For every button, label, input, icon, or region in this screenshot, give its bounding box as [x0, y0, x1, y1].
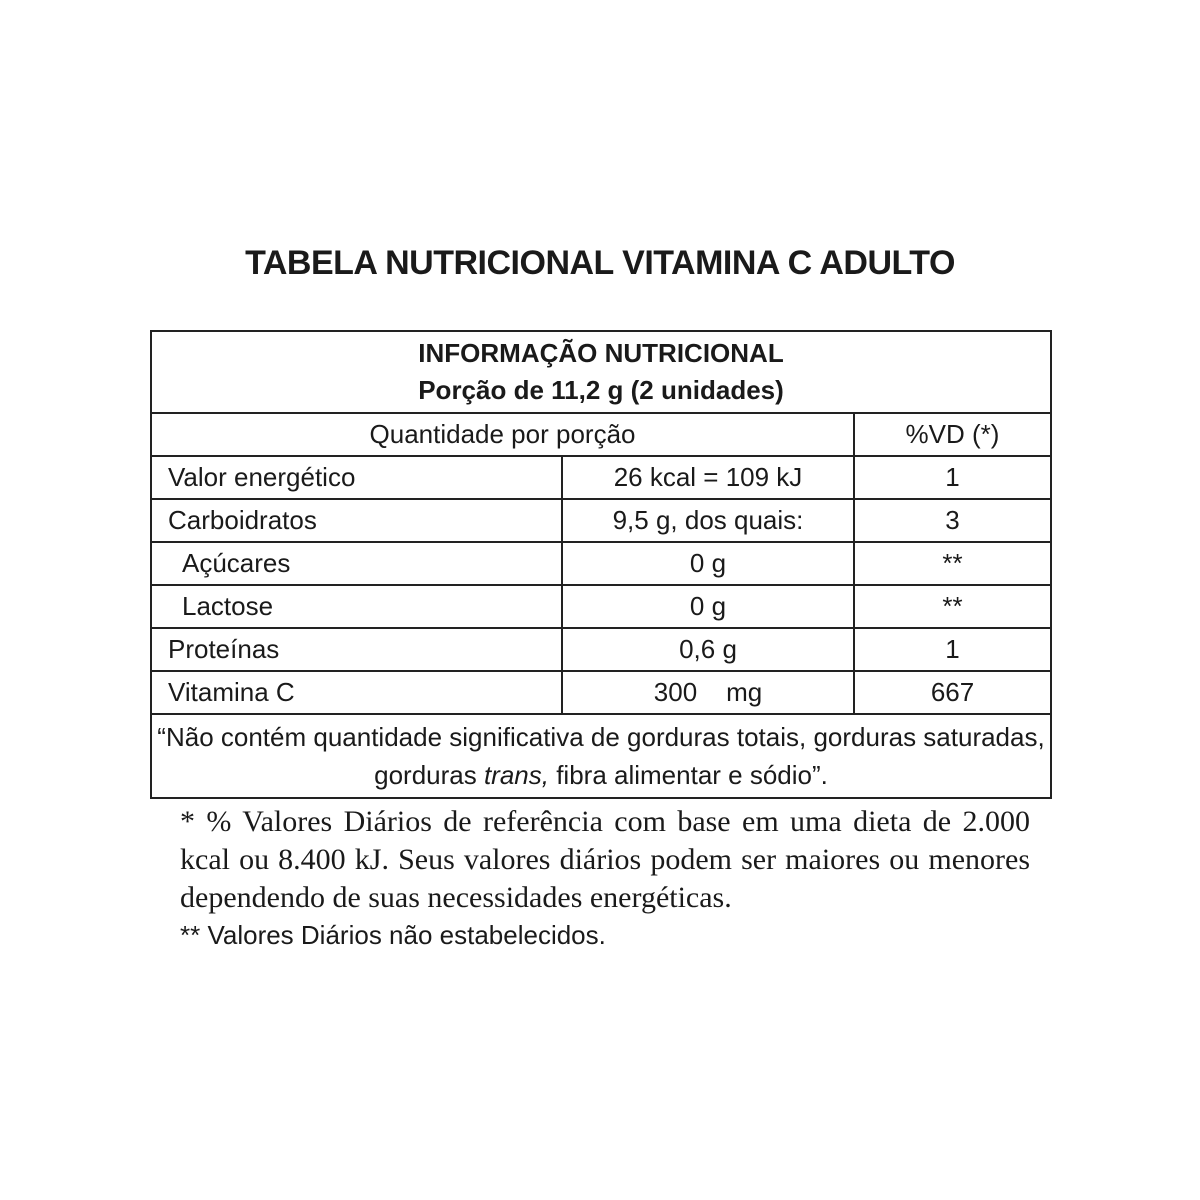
- table-row: [151, 671, 1051, 714]
- column-header-quantity: Quantidade por porção: [151, 413, 854, 456]
- nutrient-quantity: 0,6 g: [562, 628, 854, 671]
- nutrient-name: Açúcares: [151, 542, 562, 585]
- footer-text-end: fibra alimentar e sódio”.: [548, 760, 828, 790]
- nutrient-quantity: 9,5 g, dos quais:: [562, 499, 854, 542]
- nutrient-vd: **: [854, 542, 1051, 585]
- footnotes: [180, 803, 1030, 953]
- nutrient-vd: **: [854, 585, 1051, 628]
- nutrient-vd: 667: [854, 671, 1051, 714]
- nutrient-name: Valor energético: [151, 456, 562, 499]
- nutrient-vd: 3: [854, 499, 1051, 542]
- nutrient-quantity: 300 mg: [562, 671, 854, 714]
- table-row: [151, 585, 1051, 628]
- nutrition-table: [150, 330, 1052, 799]
- table-header: [151, 331, 1051, 413]
- nutrient-name: Vitamina C: [151, 671, 562, 714]
- nutrient-name: Lactose: [151, 585, 562, 628]
- table-footer-note: [151, 714, 1051, 798]
- footer-trans: trans,: [483, 760, 549, 790]
- nutrient-name: Proteínas: [151, 628, 562, 671]
- table-header-title: INFORMAÇÃO NUTRICIONAL: [418, 338, 784, 368]
- table-row: [151, 628, 1051, 671]
- portion-size: Porção de 11,2 g (2 unidades): [418, 375, 784, 405]
- table-row: [151, 499, 1051, 542]
- nutrient-quantity: 0 g: [562, 542, 854, 585]
- page-title: TABELA NUTRICIONAL VITAMINA C ADULTO: [245, 244, 955, 282]
- table-row: [151, 456, 1051, 499]
- footnote-vd-not-established: ** Valores Diários não estabelecidos.: [180, 920, 606, 950]
- column-header-vd: %VD (*): [854, 413, 1051, 456]
- nutrient-vd: 1: [854, 456, 1051, 499]
- table-row: [151, 542, 1051, 585]
- nutrient-quantity: 0 g: [562, 585, 854, 628]
- footnote-vd-reference: * % Valores Diários de referência com base em uma dieta de 2.000 kcal ou 8.400 kJ. Seus valores diários podem ser maiores ou menores dependendo de suas necessidades energéticas.: [180, 805, 1030, 914]
- footer-text: “Não contém quantidade significativa de gorduras totais, gorduras saturadas, gorduras: [157, 722, 1045, 790]
- nutrient-quantity: 26 kcal = 109 kJ: [562, 456, 854, 499]
- nutrient-name: Carboidratos: [151, 499, 562, 542]
- nutrient-vd: 1: [854, 628, 1051, 671]
